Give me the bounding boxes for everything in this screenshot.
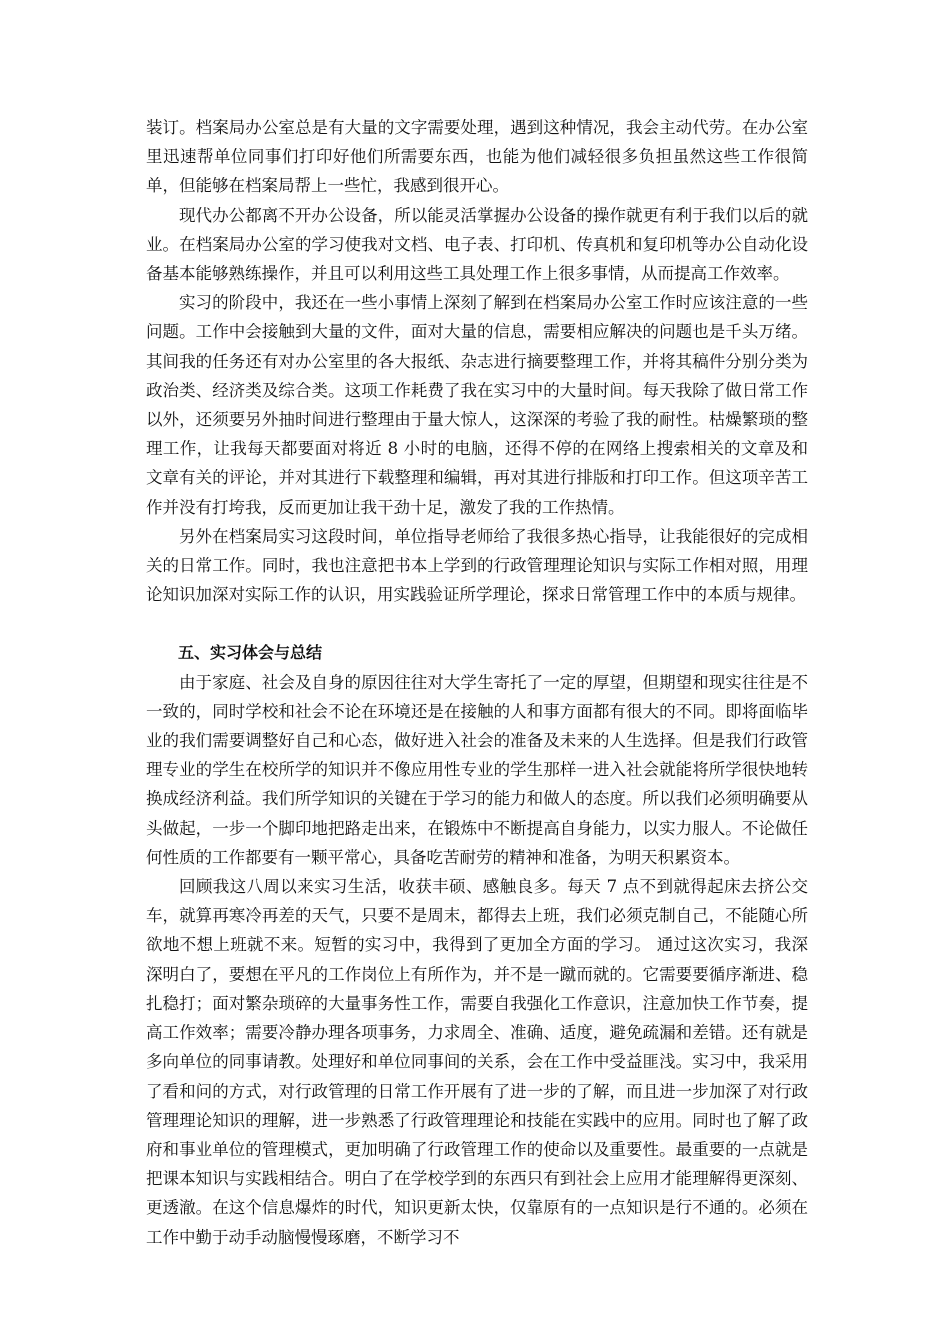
paragraph-office-equipment: 现代办公都离不开办公设备，所以能灵活掌握办公设备的操作就更有利于我们以后的就业。在档案局办公室的学习使我对文档、电子表、打印机、传真机和复印机等办公自动化设备基本能够熟练操作，并且可以利用这些工具处理工作上很多事情，从而提高工作效率。 xyxy=(146,205,808,284)
paragraph-small-matters: 实习的阶段中，我还在一些小事情上深刻了解到在档案局办公室工作时应该注意的一些问题。工作中会接触到大量的文件，面对大量的信息，需要相应解决的问题也是千头万绪。其间我的任务还有对办公室里的各大报纸、杂志进行摘要整理工作，并将其稿件分别分类为政治类、经济类及综合类。这项工作耗费了我在实习中的大量时间。每天我除了做日常工作以外，还须要另外抽时间进行整理由于量大惊人，这深深的考验了我的耐性。枯燥繁琐的整理工作，让我每天都要面对将近 8 小时的电脑，还得不停的在网络上搜索相关的文章及和文章有关的评论，并对其进行下载整理和编辑，再对其进行排版和打印工作。但这项辛苦工作并没有打垮我，反而更加让我干劲十足，激发了我的工作热情。 xyxy=(146,293,808,517)
section-heading: 五、实习体会与总结 xyxy=(178,643,323,663)
document-body xyxy=(146,113,808,1252)
paragraph-teacher-guidance: 另外在档案局实习这段时间，单位指导老师给了我很多热心指导，让我能很好的完成相关的日常工作。同时，我也注意把书本上学到的行政管理理论知识与实际工作相对照，用理论知识加深对实际工作的认识，用实践验证所学理论，探求日常管理工作中的本质与规律。 xyxy=(146,526,808,605)
paragraph-review: 回顾我这八周以来实习生活，收获丰硕、感触良多。每天 7 点不到就得起床去挤公交车，就算再寒冷再差的天气，只要不是周末，都得去上班，我们必须克制自己，不能随心所欲地不想上班就不来。短暂的实习中，我得到了更加全方面的学习。 通过这次实习，我深深明白了，要想在平凡的工作岗位上有所作为，并不是一蹴而就的。它需要要循序渐进、稳扎稳打；面对繁杂琐碎的大量事务性工作，需要自我强化工作意识，注意加快工作节奏，提高工作效率；需要冷静办理各项事务，力求周全、准确、适度，避免疏漏和差错。还有就是多向单位的同事请教。处理好和单位同事间的关系，会在工作中受益匪浅。实习中，我采用了看和问的方式，对行政管理的日常工作开展有了进一步的了解，而且进一步加深了对行政管理理论知识的理解，进一步熟悉了行政管理理论和技能在实践中的应用。同时也了解了政府和事业单位的管理模式，更加明确了行政管理工作的使命以及重要性。最重要的一点就是把课本知识与实践相结合。明白了在学校学到的东西只有到社会上应用才能理解得更深刻、更透澈。在这个信息爆炸的时代，知识更新太快，仅靠原有的一点知识是行不通的。必须在工作中勤于动手动脑慢慢琢磨，不断学习不 xyxy=(146,877,808,1247)
paragraph-expectations: 由于家庭、社会及自身的原因往往对大学生寄托了一定的厚望，但期望和现实往往是不一致的，同时学校和社会不论在环境还是在接触的人和事方面都有很大的不同。即将面临毕业的我们需要调整好自己和心态，做好进入社会的准备及未来的人生选择。但是我们行政管理专业的学生在校所学的知识并不像应用性专业的学生那样一进入社会就能将所学很快地转换成经济利益。我们所学知识的关键在于学习的能力和做人的态度。所以我们必须明确要从头做起，一步一个脚印地把路走出来，在锻炼中不断提高自身能力，以实力服人。不论做任何性质的工作都要有一颗平常心，具备吃苦耐劳的精神和准备，为明天积累资本。 xyxy=(146,672,808,867)
paragraph-binding-help: 装订。档案局办公室总是有大量的文字需要处理，遇到这种情况，我会主动代劳。在办公室里迅速帮单位同事们打印好他们所需要东西，也能为他们减轻很多负担虽然这些工作很简单，但能够在档案局帮上一些忙，我感到很开心。 xyxy=(146,118,808,196)
section-spacer xyxy=(146,609,808,638)
